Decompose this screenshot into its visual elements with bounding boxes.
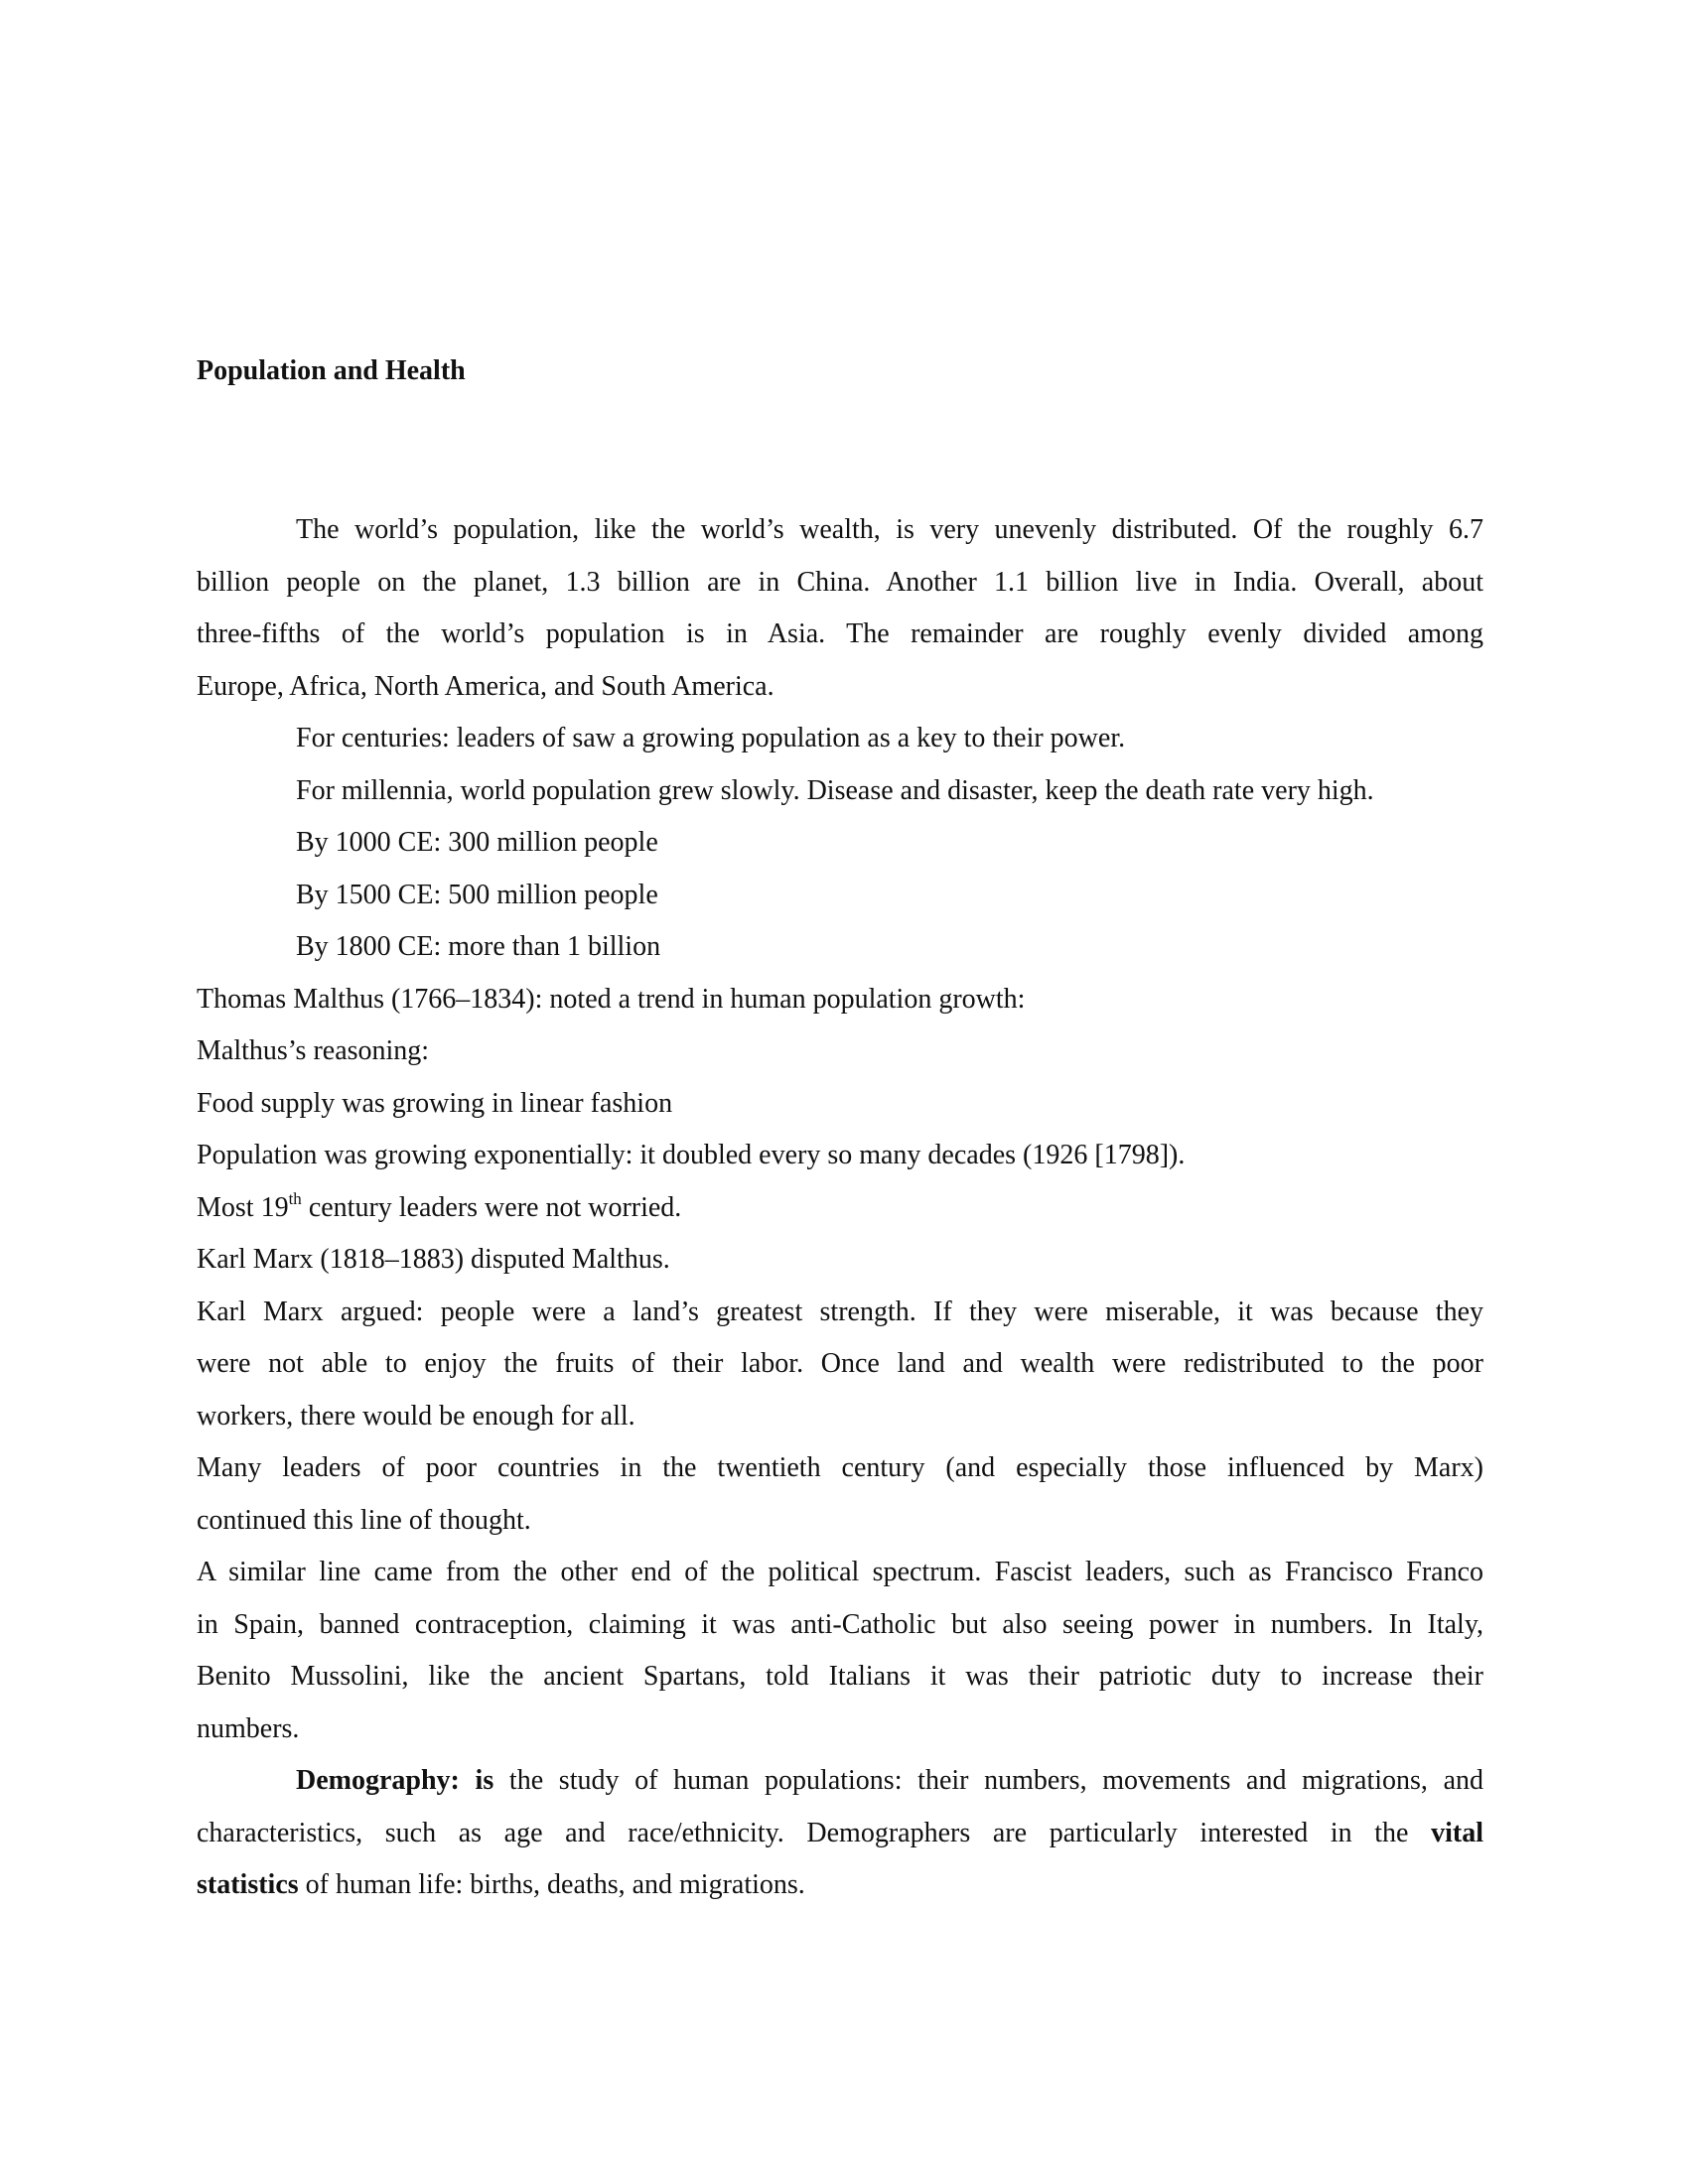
line-text: century leaders were not worried. xyxy=(301,1191,682,1223)
paragraph-line: continued this line of thought. xyxy=(197,1504,531,1536)
paragraph-line: By 1000 CE: 300 million people xyxy=(296,827,658,858)
paragraph-line: Population was growing exponentially: it doubled every so many decades (1926 [1798]). xyxy=(197,1140,1186,1170)
bold-term: vital xyxy=(1431,1817,1483,1848)
paragraph-line: in Spain, banned contraception, claiming it was anti-Catholic but also seeing power in numbers. In Italy, xyxy=(197,1608,1483,1640)
paragraph-line: Food supply was growing in linear fashion xyxy=(197,1087,673,1119)
bold-term: statistics xyxy=(197,1869,299,1900)
superscript: th xyxy=(288,1188,302,1208)
paragraph-line: billion people on the planet, 1.3 billion are in China. Another 1.1 billion live in India. Overall, about xyxy=(197,566,1483,598)
paragraph-line xyxy=(197,1859,1483,1912)
paragraph-line xyxy=(197,1755,1483,1808)
line-text: the study of human populations: their numbers, movements and migrations, and xyxy=(493,1765,1484,1796)
paragraph-line: For millennia, world population grew slowly. Disease and disaster, keep the death rate very high. xyxy=(296,774,1374,806)
paragraph-line: Malthus’s reasoning: xyxy=(197,1035,430,1066)
paragraph-line: Many leaders of poor countries in the twentieth century (and especially those influenced by Marx) xyxy=(197,1452,1483,1483)
paragraph-line: numbers. xyxy=(197,1712,300,1744)
paragraph-line xyxy=(197,1808,1483,1860)
paragraph-line: workers, there would be enough for all. xyxy=(197,1400,635,1432)
paragraph-line: By 1500 CE: 500 million people xyxy=(296,879,658,910)
paragraph-line: Karl Marx argued: people were a land’s greatest strength. If they were miserable, it was because they xyxy=(197,1296,1483,1327)
paragraph-line: A similar line came from the other end of the political spectrum. Fascist leaders, such as Francisco Franco xyxy=(197,1557,1483,1587)
paragraph-line: were not able to enjoy the fruits of their labor. Once land and wealth were redistributed to the poor xyxy=(197,1348,1483,1379)
line-text: of human life: births, deaths, and migrations. xyxy=(298,1869,805,1900)
paragraph-line: Thomas Malthus (1766–1834): noted a trend in human population growth: xyxy=(197,983,1026,1015)
paragraph-line: By 1800 CE: more than 1 billion xyxy=(296,931,661,962)
paragraph-line: Europe, Africa, North America, and South America. xyxy=(197,670,774,702)
line-text: characteristics, such as age and race/ethnicity. Demographers are particularly interested in the xyxy=(197,1817,1432,1848)
line-text: Most 19 xyxy=(197,1191,289,1223)
paragraph-line: Benito Mussolini, like the ancient Spartans, told Italians it was their patriotic duty to increase their xyxy=(197,1661,1483,1692)
paragraph-line: For centuries: leaders of saw a growing population as a key to their power. xyxy=(296,723,1126,753)
paragraph-line: three-fifths of the world’s population is in Asia. The remainder are roughly evenly divided among xyxy=(197,618,1483,649)
paragraph-line: Karl Marx (1818–1883) disputed Malthus. xyxy=(197,1244,670,1275)
document-body xyxy=(197,504,1483,1912)
bold-term: Demography: is xyxy=(296,1765,494,1796)
document-title: Population and Health xyxy=(197,355,466,386)
paragraph-line: The world’s population, like the world’s wealth, is very unevenly distributed. Of the roughly 6.7 xyxy=(296,514,1483,545)
paragraph-line xyxy=(197,1182,1483,1235)
